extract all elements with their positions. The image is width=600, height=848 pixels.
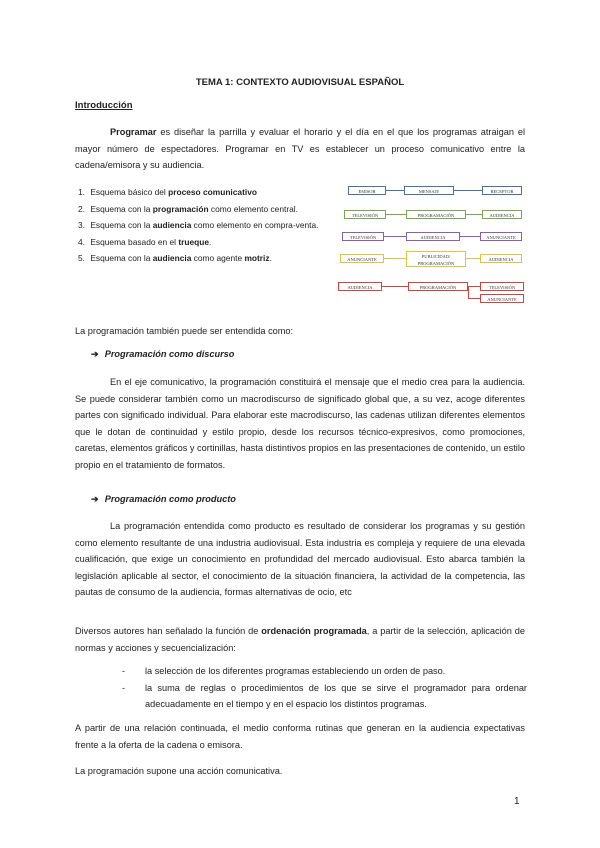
esquema-bold: trueque <box>178 236 210 247</box>
diagram-box-receptor: RECEPTOR <box>482 186 522 195</box>
connector-line <box>460 236 480 237</box>
esquema-bold: audiencia <box>152 220 192 231</box>
diagram-box-audiencia: AUDIENCIA <box>338 282 382 291</box>
esquema-text: Esquema con la <box>90 220 153 231</box>
section-heading-introduccion: Introducción <box>75 100 133 111</box>
list-item-text: la selección de los diferentes programas estableciendo un orden de paso. <box>145 666 446 676</box>
diagram-box-television: TELEVISIÓN <box>344 210 386 219</box>
arrow-icon: ➔ <box>91 349 99 359</box>
connector-line <box>386 214 406 215</box>
paragraph-ordenacion <box>75 623 525 656</box>
esquemas-diagram <box>336 183 526 308</box>
esquema-bold: motriz <box>244 253 270 264</box>
connector-line <box>386 190 404 191</box>
esquema-number: 3. <box>78 220 85 231</box>
subheading-discurso <box>91 349 234 360</box>
intro-bold-term: Programar <box>110 127 157 137</box>
subheading-producto <box>91 494 236 505</box>
diagram-box-television: TELEVISIÓN <box>480 282 524 291</box>
diagram-box-television: TELEVISIÓN <box>342 232 384 241</box>
diagram-box-audiencia: AUDIENCIA <box>480 254 522 263</box>
connector-line <box>468 286 469 298</box>
dash-bullet: - <box>122 682 126 693</box>
dash-bullet: - <box>122 666 126 676</box>
esquemas-list <box>78 184 318 267</box>
ordenacion-bold: ordenación programada <box>261 626 367 636</box>
subheading-text: Programación como discurso <box>104 349 235 359</box>
list-item <box>122 663 527 680</box>
diagram-box-emisor: EMISOR <box>348 186 386 195</box>
esquema-text: como elemento central. <box>208 203 298 214</box>
esquema-bold: audiencia <box>152 253 192 264</box>
connector-line <box>384 258 406 259</box>
connector-line <box>468 298 480 299</box>
esquema-text: . <box>209 236 212 247</box>
esquema-item <box>78 234 318 251</box>
esquema-number: 5. <box>78 253 85 264</box>
esquema-item <box>78 217 318 234</box>
paragraph-discurso: En el eje comunicativo, la programación constituirá el mensaje que el medio crea para la audiencia. Se puede considerar también como un macrodiscurso de significado global que, a su vez, acoge diferentes partes con significado individual. Para elaborar este macrodiscurso, las cadenas utilizan diferentes elementos que le dotan de continuidad y estilo propio, desde los recursos técnico-expresivos, como promociones, caretas, elementos gráficos y cortinillas, hasta distintivos propios en las presentaciones de contenido, un estilo propio en el tratamiento de formatos. <box>75 377 525 470</box>
connector-line <box>384 236 406 237</box>
ordenacion-text: , a partir de la selección, aplicación de normas y acciones y secuencialización: <box>75 626 525 653</box>
diagram-box-anunciante: ANUNCIANTE <box>340 254 384 263</box>
connector-line <box>468 286 480 287</box>
intro-paragraph <box>75 124 525 174</box>
diagram-box-anunciante: ANUNCIANTE <box>480 294 524 303</box>
intro-text: es diseñar la parrilla y evaluar el horario y el día en el que los programas atraigan el mayor número de espectadores. Programar en TV es establecer un proceso comunicativo entre la cadena/emisora y su audiencia. <box>75 127 525 170</box>
list-item <box>122 680 527 713</box>
esquema-item <box>78 250 318 267</box>
esquema-number: 2. <box>78 203 85 214</box>
esquema-text: como agente <box>191 253 245 264</box>
list-item-text: la suma de reglas o procedimientos de los que se sirve el programador para ordenar adecuadamente en el tiempo y en el espacio los distintos programas. <box>145 682 527 709</box>
diagram-box-programacion: PROGRAMACIÓN <box>408 282 468 291</box>
esquema-text: Esquema básico del <box>90 187 169 197</box>
esquema-number: 4. <box>78 236 85 247</box>
diagram-box-anunciante: ANUNCIANTE <box>480 232 522 241</box>
esquema-text: . <box>269 253 272 264</box>
arrow-icon: ➔ <box>91 494 99 504</box>
esquema-text: Esquema con la <box>90 253 153 264</box>
connector-line <box>466 258 480 259</box>
connector-line <box>466 214 482 215</box>
paragraph-final: La programación supone una acción comunicativa. <box>75 766 283 776</box>
esquema-text: como elemento en compra-venta. <box>191 220 319 231</box>
diagram-box-audiencia: AUDIENCIA <box>482 210 522 219</box>
esquema-item <box>78 201 318 218</box>
connector-line <box>454 190 482 191</box>
esquema-number: 1. <box>78 187 85 197</box>
page-number: 1 <box>514 796 520 807</box>
esquema-text: Esquema basado en el <box>90 236 179 247</box>
esquema-item <box>78 184 318 201</box>
ordenacion-text: Diversos autores han señalado la función de <box>75 626 262 636</box>
connector-line <box>382 286 408 287</box>
esquema-bold: proceso comunicativo <box>168 187 257 197</box>
paragraph-rutinas: A partir de una relación continuada, el medio conforma rutinas que generan en la audiencia expectativas frente a la oferta de la cadena o emisora. <box>75 723 525 750</box>
subheading-text: Programación como producto <box>104 494 236 504</box>
diagram-box-programacion: PROGRAMACIÓN <box>406 210 466 219</box>
esquema-bold: programación <box>152 203 209 214</box>
paragraph-producto: La programación entendida como producto es resultado de considerar los programas y su gestión como elemento resultante de una industria audiovisual. Esta industria es compleja y requiere de una elevada cualificación, que exige un conocimiento en profundidad del mercado audiovisual. Esto abarca también la legislación aplicable al sector, el conocimiento de la situación financiera, la actividad de la competencia, las pautas de consumo de la audiencia, formas alternativas de ocio, etc <box>75 521 525 597</box>
diagram-box-mensaje: MENSAJE <box>404 186 454 195</box>
document-title: TEMA 1: CONTEXTO AUDIOVISUAL ESPAÑOL <box>195 77 405 88</box>
diagram-box-audiencia: AUDIENCIA <box>406 232 460 241</box>
bullet-list <box>122 663 527 713</box>
diagram-box-publicidad: PUBLICIDAD/ PROGRAMACIÓN <box>406 251 466 267</box>
paragraph-entendida: La programación también puede ser entendida como: <box>75 326 294 336</box>
esquema-text: Esquema con la <box>90 203 153 214</box>
